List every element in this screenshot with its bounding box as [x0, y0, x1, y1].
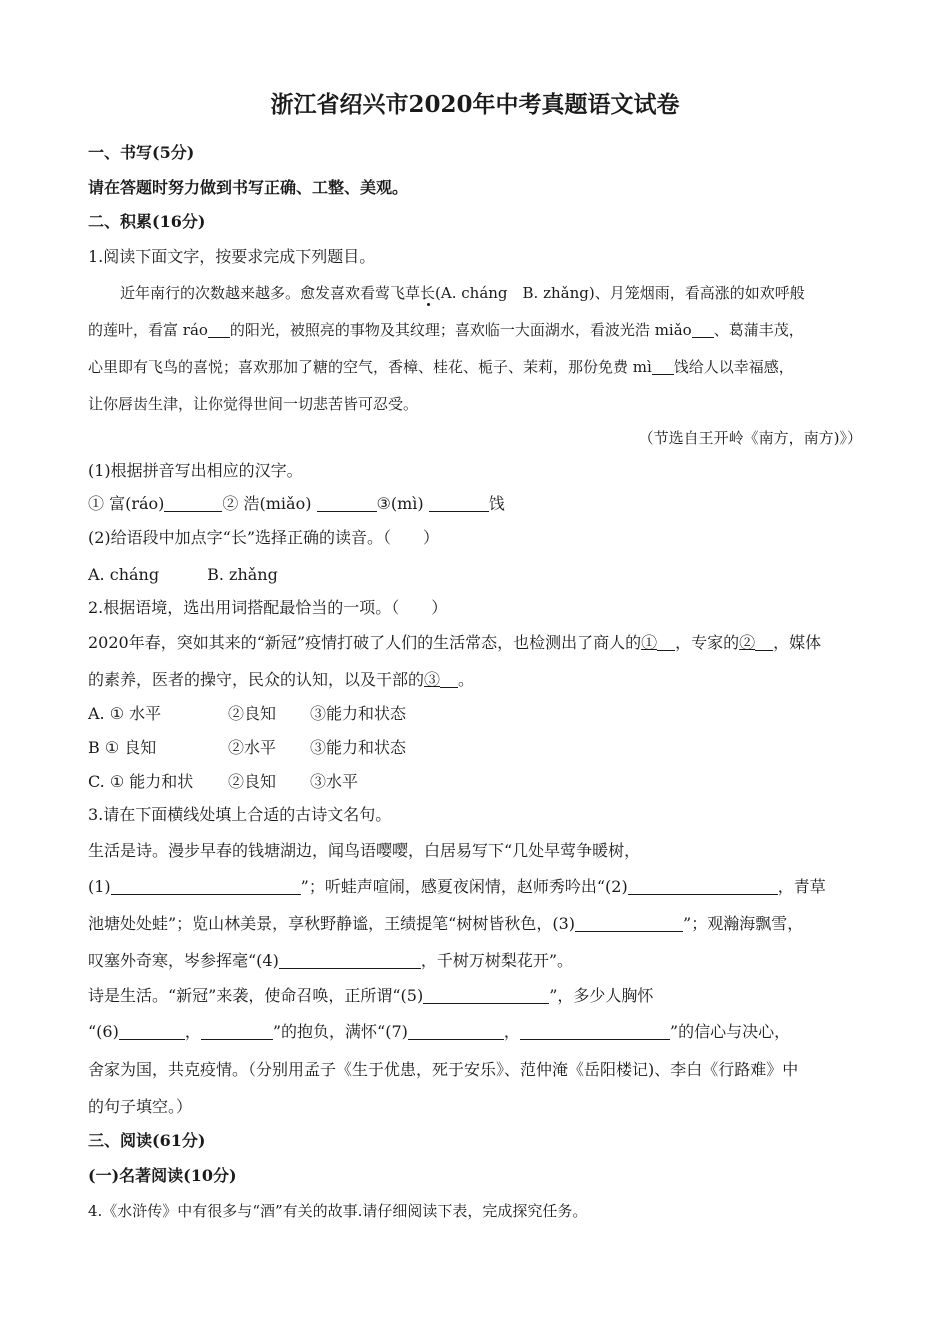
poem-blank-7b[interactable] [520, 1023, 670, 1040]
q2-option-b[interactable]: B ① 良知 ②水平 ③能力和状态 [88, 738, 407, 757]
q4-prompt: 4.《水浒传》中有很多与“酒”有关的故事.请仔细阅读下表，完成探究任务。 [88, 1202, 588, 1220]
q3-prompt: 3.请在下面横线处填上合适的古诗文名句。 [88, 805, 392, 824]
q3-line-3: 池塘处处蛙”；览山林美景，享秋野静谧，王绩提笔“树树皆秋色，(3) ”；观瀚海飘雪， [88, 914, 804, 933]
section-3-sub-heading: (一)名著阅读(10分) [88, 1166, 237, 1185]
option-a[interactable]: A. cháng [88, 565, 160, 584]
q3-line-1: 生活是诗。漫步早春的钱塘湖边，闻鸟语嘤嘤，白居易写下“几处早莺争暖树， [88, 841, 641, 860]
section-2-heading: 二、积累(16分) [88, 212, 206, 231]
poem-blank-7a[interactable] [408, 1023, 504, 1040]
q3-line-2: (1) ”；听蛙声喧闹，感夏夜闲情，赵师秀吟出“(2) ，青草 [88, 877, 826, 896]
q1-sub1-blanks: ① 富(ráo) ② 浩(miǎo) ③(mì) 饯 [88, 494, 505, 513]
answer-blank-1[interactable] [164, 495, 222, 512]
blank-rao [208, 321, 230, 338]
q2-option-c[interactable]: C. ① 能力和状 ②良知 ③水平 [88, 772, 359, 791]
q3-line-4: 叹塞外奇寒，岑参挥毫“(4) ，千树万树梨花开”。 [88, 951, 574, 970]
section-1-heading: 一、书写(5分) [88, 143, 195, 162]
section-1-instruction: 请在答题时努力做到书写正确、工整、美观。 [88, 178, 409, 197]
q2-context-line-2: 的素养，医者的操守，民众的认知，以及干部的③ 。 [88, 670, 475, 689]
poem-blank-6b[interactable] [201, 1023, 273, 1040]
q3-line-6: “(6) ， ”的抱负，满怀“(7) ， ”的信心与决心， [88, 1022, 791, 1041]
poem-blank-2[interactable] [628, 878, 778, 895]
q1-sub2-options [88, 564, 278, 586]
q1-sub1: (1)根据拼音写出相应的汉字。 [88, 461, 303, 480]
q3-line-7: 舍家为国，共克疫情。（分别用孟子《生于优患，死于安乐》、范仲淹《岳阳楼记)、李白《行路难》中 [88, 1060, 799, 1079]
blank-mi [652, 358, 674, 375]
poem-blank-3[interactable] [575, 915, 683, 932]
q1-source: （节选自王开岭《南方，南方)》） [638, 429, 862, 447]
q1-passage-line-3: 心里即有飞鸟的喜悦；喜欢那加了糖的空气，香樟、桂花、栀子、茉莉，那份免费 mì 饯给人以幸福感， [88, 358, 794, 376]
blank-miao [692, 321, 714, 338]
poem-blank-1[interactable] [111, 878, 301, 895]
q1-passage-line-4: 让你唇齿生津，让你觉得世间一切悲苦皆可忍受。 [88, 395, 419, 413]
q2-option-a[interactable]: A. ① 水平 ②良知 ③能力和状态 [88, 704, 407, 723]
q1-sub2: (2)给语段中加点字“长”选择正确的读音。（ ） [88, 528, 440, 547]
dotted-char: 长 [420, 284, 436, 302]
q3-line-5: 诗是生活。“新冠”来袭，使命召唤，正所谓“(5) ”，多少人胸怀 [88, 986, 654, 1005]
q1-passage-line-2: 的莲叶，看富 ráo 的阳光，被照亮的事物及其纹理；喜欢临一大面湖水，看波光浩 miǎo 、葛蒲丰茂， [88, 321, 804, 339]
poem-blank-4[interactable] [279, 952, 421, 969]
answer-blank-3[interactable] [429, 495, 489, 512]
poem-blank-5[interactable] [423, 987, 549, 1004]
q1-passage-line-1: 近年南行的次数越来越多。愈发喜欢看莺飞草长(A. cháng B. zhǎng)、月笼烟雨，看高涨的如欢呼般 [120, 284, 805, 302]
q3-line-8: 的句子填空。） [88, 1097, 193, 1116]
exam-title: 浙江省绍兴市2020年中考真题语文试卷 [270, 91, 680, 118]
q1-prompt: 1.阅读下面文字，按要求完成下列题目。 [88, 247, 376, 266]
poem-blank-6a[interactable] [119, 1023, 185, 1040]
q2-prompt: 2.根据语境，选出用词搭配最恰当的一项。（ ） [88, 598, 448, 617]
answer-blank-2[interactable] [317, 495, 377, 512]
option-b[interactable]: B. zhǎng [207, 565, 278, 584]
section-3-heading: 三、阅读(61分) [88, 1131, 206, 1150]
q2-context-line-1: 2020年春，突如其来的“新冠”疫情打破了人们的生活常态，也检测出了商人的① ，专家的② ，媒体 [88, 633, 822, 652]
